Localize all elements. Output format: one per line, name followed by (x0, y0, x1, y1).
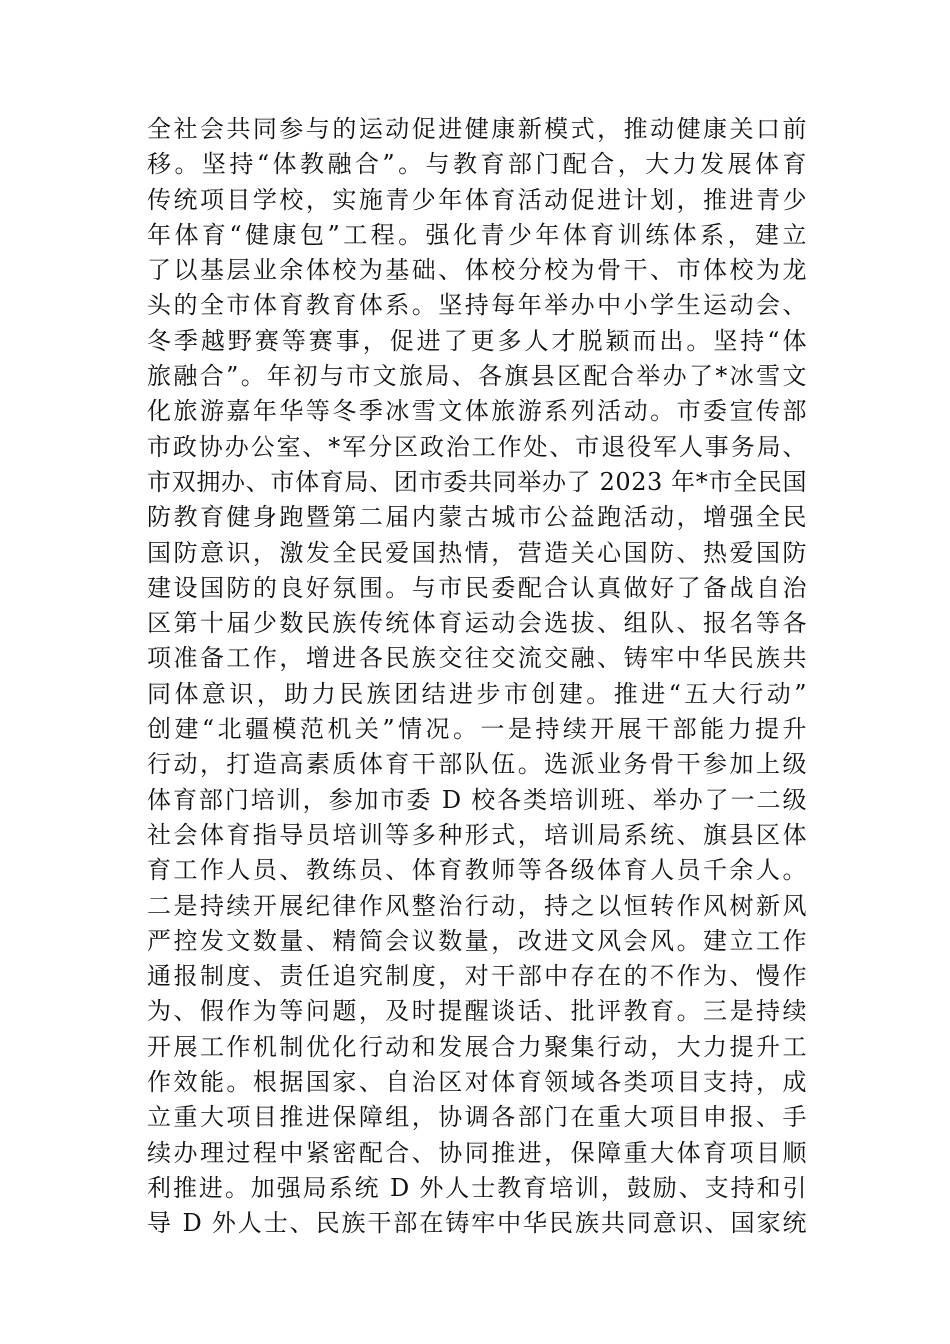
text-line: 年体育“健康包”工程。强化青少年体育训练体系，建立 (147, 220, 807, 249)
text-line: 市双拥办、市体育局、团市委共同举办了 2023 年*市全民国 (147, 467, 807, 496)
text-line: 旅融合”。年初与市文旅局、各旗县区配合举办了*冰雪文 (147, 362, 807, 391)
text-line: 区第十届少数民族传统体育运动会选拔、组队、报名等各 (147, 609, 807, 638)
text-line: 立重大项目推进保障组，协调各部门在重大项目申报、手 (147, 1103, 807, 1132)
text-line: 同体意识，助力民族团结进步市创建。推进“五大行动” (147, 679, 807, 708)
text-line: 国防意识，激发全民爱国热情，营造关心国防、热爱国防 (147, 538, 807, 567)
text-line: 了以基层业余体校为基础、体校分校为骨干、市体校为龙 (147, 256, 807, 285)
text-line: 建设国防的良好氛围。与市民委配合认真做好了备战自治 (147, 573, 807, 602)
text-line: 育工作人员、教练员、体育教师等各级体育人员千余人。 (147, 856, 807, 885)
text-line: 体育部门培训，参加市委 D 校各类培训班、举办了一二级 (147, 785, 807, 814)
body-text (147, 112, 807, 1242)
text-line: 社会体育指导员培训等多种形式，培训局系统、旗县区体 (147, 820, 807, 849)
text-line: 传统项目学校，实施青少年体育活动促进计划，推进青少 (147, 185, 807, 214)
text-line: 行动，打造高素质体育干部队伍。选派业务骨干参加上级 (147, 750, 807, 779)
text-line: 为、假作为等问题，及时提醒谈话、批评教育。三是持续 (147, 997, 807, 1026)
text-line: 项准备工作，增进各民族交往交流交融、铸牢中华民族共 (147, 644, 807, 673)
text-line: 市政协办公室、*军分区政治工作处、市退役军人事务局、 (147, 432, 807, 461)
text-line: 防教育健身跑暨第二届内蒙古城市公益跑活动，增强全民 (147, 503, 807, 532)
text-line: 严控发文数量、精简会议数量，改进文风会风。建立工作 (147, 926, 807, 955)
text-line: 化旅游嘉年华等冬季冰雪文体旅游系列活动。市委宣传部 (147, 397, 807, 426)
text-line: 续办理过程中紧密配合、协同推进，保障重大体育项目顺 (147, 1138, 807, 1167)
text-line: 头的全市体育教育体系。坚持每年举办中小学生运动会、 (147, 291, 807, 320)
text-line: 创建“北疆模范机关”情况。一是持续开展干部能力提升 (147, 715, 807, 744)
text-line: 冬季越野赛等赛事，促进了更多人才脱颖而出。坚持“体 (147, 326, 807, 355)
text-line: 全社会共同参与的运动促进健康新模式，推动健康关口前 (147, 115, 807, 143)
text-line: 作效能。根据国家、自治区对体育领域各类项目支持，成 (147, 1068, 807, 1097)
text-line: 移。坚持“体教融合”。与教育部门配合，大力发展体育 (147, 150, 807, 179)
text-line: 利推进。加强局系统 D 外人士教育培训，鼓励、支持和引 (147, 1173, 807, 1202)
text-line: 通报制度、责任追究制度，对干部中存在的不作为、慢作 (147, 962, 807, 991)
text-line: 二是持续开展纪律作风整治行动，持之以恒转作风树新风 (147, 891, 807, 920)
text-line: 开展工作机制优化行动和发展合力聚集行动，大力提升工 (147, 1032, 807, 1061)
text-line: 导 D 外人士、民族干部在铸牢中华民族共同意识、国家统 (147, 1209, 807, 1238)
